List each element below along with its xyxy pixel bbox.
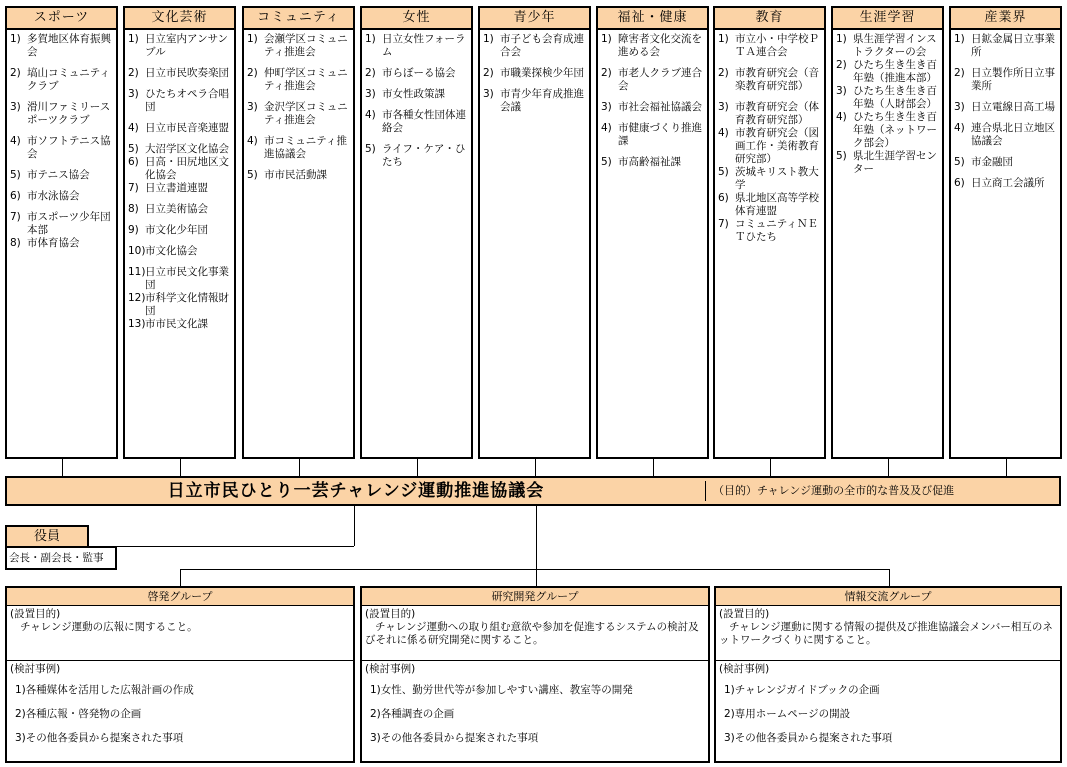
- list-item-number: 5): [601, 156, 612, 168]
- list-item: [247, 135, 350, 161]
- list-item-label: 市文化協会: [145, 245, 198, 257]
- list-item-number: 2): [601, 67, 612, 79]
- list-item-number: 5): [718, 166, 729, 178]
- list-item-label: 市女性政策課: [382, 88, 445, 100]
- list-item-label: 大沼学区文化協会: [145, 143, 229, 155]
- category-column: [478, 6, 591, 459]
- list-item-label: 市高齢福祉課: [618, 156, 681, 168]
- group-connector-v2: [536, 569, 537, 586]
- list-item-label: ひたち生き生き百年塾（推進本部）: [853, 59, 937, 84]
- group-box-awareness: [5, 586, 355, 763]
- list-item-number: 3): [836, 85, 847, 97]
- list-item-number: 5): [128, 143, 139, 155]
- category-column: [949, 6, 1062, 459]
- column-connector: [535, 459, 536, 476]
- list-item-label: 市文化少年団: [145, 224, 208, 236]
- list-item-label: 日立電線日高工場: [971, 101, 1055, 113]
- category-list: [362, 30, 471, 169]
- list-item: [10, 33, 113, 59]
- list-item: [10, 190, 113, 203]
- list-item-number: 6): [10, 190, 21, 202]
- list-item: [365, 67, 468, 80]
- list-item-number: 9): [128, 224, 139, 236]
- list-item-label: 日立女性フォーラム: [382, 33, 466, 58]
- example-item: 1)各種媒体を活用した広報計画の作成: [15, 684, 194, 696]
- list-item-number: 2): [954, 67, 965, 79]
- group-examples: [362, 661, 708, 745]
- list-item: [483, 88, 586, 114]
- list-item: [365, 33, 468, 59]
- list-item-number: 6): [954, 177, 965, 189]
- example-item: 3)その他各委員から提案された事項: [15, 732, 184, 744]
- list-item-number: 3): [483, 88, 494, 100]
- list-item-label: 市老人クラブ連合会: [618, 67, 702, 92]
- list-item-label: ひたちオペラ合唱団: [145, 88, 229, 113]
- list-item-label: 県北生涯学習センター: [853, 150, 937, 175]
- list-item: [10, 211, 113, 237]
- list-item-number: 2): [247, 67, 258, 79]
- list-item-number: 1): [954, 33, 965, 45]
- list-item-label: 連合県北日立地区協議会: [971, 122, 1055, 147]
- list-item: [10, 67, 113, 93]
- list-item: [10, 135, 113, 161]
- list-item: [247, 67, 350, 93]
- list-item: [128, 245, 231, 258]
- list-item-label: ひたち生き生き百年塾（人財部会）: [853, 85, 937, 110]
- purpose-label: (設置目的): [10, 608, 61, 620]
- list-item-label: 日立室内アンサンブル: [145, 33, 229, 58]
- list-item-label: 市各種女性団体連絡会: [382, 109, 466, 134]
- list-item: [718, 218, 821, 244]
- list-item-label: 市教育研究会（図画工作・美術教育研究部）: [735, 127, 819, 165]
- column-connector: [770, 459, 771, 476]
- examples-label: (検討事例): [719, 663, 770, 675]
- officer-connector-v: [354, 506, 355, 546]
- list-item-label: 市コミュニティ推進協議会: [264, 135, 347, 160]
- column-connector: [62, 459, 63, 476]
- list-item-number: 4): [836, 111, 847, 123]
- group-box-exchange: [714, 586, 1062, 763]
- category-column: [5, 6, 118, 459]
- list-item-number: 8): [128, 203, 139, 215]
- category-list: [7, 30, 116, 250]
- list-item-label: 塙山コミュニティクラブ: [27, 67, 110, 92]
- list-item-number: 4): [128, 122, 139, 134]
- list-item: [128, 156, 231, 182]
- category-column: [831, 6, 944, 459]
- purpose-text: チャレンジ運動に関する情報の提供及び推進協議会メンバー相互のネットワークづくりに関すること。: [719, 621, 1053, 646]
- list-item-number: 11): [128, 266, 146, 278]
- list-item-number: 8): [10, 237, 21, 249]
- list-item-label: 市子ども会育成連合会: [500, 33, 584, 58]
- list-item-number: 13): [128, 318, 146, 330]
- category-header: コミュニティ: [244, 8, 353, 30]
- list-item-label: 市健康づくり推進課: [618, 122, 702, 147]
- category-header: 女性: [362, 8, 471, 30]
- column-connector: [180, 459, 181, 476]
- list-item-number: 2): [10, 67, 21, 79]
- category-header: 生涯学習: [833, 8, 942, 30]
- list-item-label: 障害者文化交流を進める会: [618, 33, 702, 58]
- list-item-label: 多賀地区体育振興会: [27, 33, 111, 58]
- list-item: [128, 318, 231, 331]
- examples-label: (検討事例): [10, 663, 61, 675]
- category-header: スポーツ: [7, 8, 116, 30]
- list-item-label: 市金融団: [971, 156, 1013, 168]
- category-column: [360, 6, 473, 459]
- list-item: [10, 237, 113, 250]
- list-item-number: 5): [954, 156, 965, 168]
- example-item: 3)その他各委員から提案された事項: [724, 732, 893, 744]
- list-item: [718, 192, 821, 218]
- example-item: 2)各種広報・啓発物の企画: [15, 708, 142, 720]
- column-connector: [1006, 459, 1007, 476]
- list-item: [601, 156, 704, 169]
- list-item: [128, 203, 231, 216]
- list-item: [483, 33, 586, 59]
- category-header: 産業界: [951, 8, 1060, 30]
- category-list: [951, 30, 1060, 190]
- list-item-label: 県生涯学習インストラクターの会: [853, 33, 937, 58]
- list-item: [128, 266, 231, 292]
- purpose-label: (設置目的): [719, 608, 770, 620]
- main-council-bar: [5, 476, 1061, 506]
- group-header: 情報交流グループ: [716, 588, 1060, 606]
- category-header: 福祉・健康: [598, 8, 707, 30]
- list-item-number: 7): [128, 182, 139, 194]
- group-connector-h: [180, 569, 889, 570]
- list-item-label: 日立市民音楽連盟: [145, 122, 229, 134]
- list-item-number: 1): [128, 33, 139, 45]
- list-item-label: 金沢学区コミュニティ推進会: [264, 101, 348, 126]
- list-item-number: 7): [10, 211, 21, 223]
- category-column: [123, 6, 236, 459]
- category-list: [598, 30, 707, 169]
- list-item: [365, 88, 468, 101]
- list-item-label: 市体育協会: [27, 237, 80, 249]
- list-item: [128, 182, 231, 195]
- list-item: [601, 67, 704, 93]
- list-item-number: 4): [365, 109, 376, 121]
- list-item: [718, 101, 821, 127]
- group-connector-v3: [889, 569, 890, 586]
- main-divider: [705, 481, 706, 501]
- list-item-label: 市青少年育成推進会議: [500, 88, 584, 113]
- group-header: 啓発グループ: [7, 588, 353, 606]
- list-item: [10, 101, 113, 127]
- list-item-label: ひたち生き生き百年塾（ネットワーク部会）: [853, 111, 937, 149]
- category-column: [596, 6, 709, 459]
- list-item-label: 県北地区高等学校体育連盟: [735, 192, 819, 217]
- list-item-number: 3): [10, 101, 21, 113]
- list-item: [483, 67, 586, 80]
- list-item-number: 10): [128, 245, 146, 257]
- purpose-text: チャレンジ運動への取り組む意欲や参加を促進するシステムの検討及びそれに係る研究開発に関すること。: [365, 621, 699, 646]
- list-item: [718, 127, 821, 166]
- purpose-text: チャレンジ運動の広報に関すること。: [20, 621, 198, 633]
- list-item: [128, 292, 231, 318]
- list-item-number: 5): [365, 143, 376, 155]
- list-item: [128, 143, 231, 156]
- main-council-title: 日立市民ひとり一芸チャレンジ運動推進協議会: [167, 481, 545, 501]
- list-item: [365, 143, 468, 169]
- list-item: [836, 85, 939, 111]
- list-item-label: 市ソフトテニス協会: [27, 135, 111, 160]
- list-item-number: 1): [483, 33, 494, 45]
- category-header: 文化芸術: [125, 8, 234, 30]
- list-item-number: 3): [128, 88, 139, 100]
- list-item-number: 1): [365, 33, 376, 45]
- list-item: [128, 224, 231, 237]
- list-item: [601, 122, 704, 148]
- category-list: [715, 30, 824, 244]
- list-item: [247, 33, 350, 59]
- list-item-label: 日鉱金属日立事業所: [971, 33, 1055, 58]
- group-purpose: [716, 606, 1060, 661]
- officer-connector-h: [89, 546, 354, 547]
- list-item-number: 1): [601, 33, 612, 45]
- category-list: [833, 30, 942, 176]
- list-item-number: 5): [836, 150, 847, 162]
- example-item: 1)女性、勤労世代等が参加しやすい講座、教室等の開発: [370, 684, 633, 696]
- list-item-label: 日立美術協会: [145, 203, 208, 215]
- category-header: 青少年: [480, 8, 589, 30]
- list-item: [128, 122, 231, 135]
- list-item-number: 4): [601, 122, 612, 134]
- list-item-label: 市社会福祉協議会: [618, 101, 702, 113]
- list-item-number: 2): [836, 59, 847, 71]
- list-item-label: 市テニス協会: [27, 169, 90, 181]
- list-item-number: 6): [718, 192, 729, 204]
- list-item-label: 日高・田尻地区文化協会: [145, 156, 229, 181]
- list-item-label: 市立小・中学校ＰＴＡ連合会: [735, 33, 819, 58]
- list-item: [954, 101, 1057, 114]
- list-item-label: 市スポーツ少年団本部: [27, 211, 111, 236]
- list-item: [601, 101, 704, 114]
- list-item-number: 5): [247, 169, 258, 181]
- list-item: [10, 169, 113, 182]
- list-item: [954, 67, 1057, 93]
- example-item: 2)各種調査の企画: [370, 708, 455, 720]
- list-item-number: 3): [365, 88, 376, 100]
- list-item-label: 市教育研究会（体育教育研究部）: [735, 101, 819, 126]
- column-connector: [888, 459, 889, 476]
- list-item-label: 市らぼーる協会: [382, 67, 456, 79]
- list-item-number: 4): [10, 135, 21, 147]
- list-item-number: 3): [601, 101, 612, 113]
- list-item: [128, 33, 231, 59]
- category-list: [244, 30, 353, 182]
- example-item: 1)チャレンジガイドブックの企画: [724, 684, 880, 696]
- category-header: 教育: [715, 8, 824, 30]
- column-connector: [417, 459, 418, 476]
- list-item-number: 1): [247, 33, 258, 45]
- example-item: 3)その他各委員から提案された事項: [370, 732, 539, 744]
- list-item-number: 1): [836, 33, 847, 45]
- list-item-number: 2): [483, 67, 494, 79]
- list-item-number: 7): [718, 218, 729, 230]
- list-item-number: 4): [718, 127, 729, 139]
- officers-header: 役員: [5, 525, 89, 547]
- column-connector: [653, 459, 654, 476]
- list-item-label: 日立市民吹奏楽団: [145, 67, 229, 79]
- group-header: 研究開発グループ: [362, 588, 708, 606]
- list-item: [836, 111, 939, 150]
- list-item: [718, 67, 821, 93]
- list-item-label: 日立製作所日立事業所: [971, 67, 1055, 92]
- list-item: [247, 169, 350, 182]
- list-item: [954, 33, 1057, 59]
- list-item-number: 2): [128, 67, 139, 79]
- purpose-label: (設置目的): [365, 608, 416, 620]
- list-item: [247, 101, 350, 127]
- list-item-number: 3): [247, 101, 258, 113]
- list-item-label: 会瀬学区コミュニティ推進会: [264, 33, 348, 58]
- list-item-label: ライフ・ケア・ひたち: [382, 143, 466, 168]
- list-item-label: 市水泳協会: [27, 190, 80, 202]
- list-item-label: 仲町学区コミュニティ推進会: [264, 67, 348, 92]
- list-item: [718, 166, 821, 192]
- list-item-label: 市市民文化課: [145, 318, 208, 330]
- list-item-number: 3): [718, 101, 729, 113]
- list-item-label: 日立商工会議所: [971, 177, 1045, 189]
- category-column: [713, 6, 826, 459]
- examples-label: (検討事例): [365, 663, 416, 675]
- list-item-number: 1): [10, 33, 21, 45]
- list-item: [954, 122, 1057, 148]
- category-column: [242, 6, 355, 459]
- list-item: [365, 109, 468, 135]
- example-item: 2)専用ホームページの開設: [724, 708, 851, 720]
- group-examples: [7, 661, 353, 745]
- list-item-number: 3): [954, 101, 965, 113]
- list-item-number: 4): [954, 122, 965, 134]
- category-list: [480, 30, 589, 114]
- list-item-label: 市職業探検少年団: [500, 67, 584, 79]
- group-box-research: [360, 586, 710, 763]
- group-connector-v1: [180, 569, 181, 586]
- list-item-number: 4): [247, 135, 258, 147]
- list-item-label: 市市民活動課: [264, 169, 327, 181]
- list-item: [836, 59, 939, 85]
- main-council-purpose: （目的）チャレンジ運動の全市的な普及及び促進: [713, 484, 955, 497]
- list-item-number: 12): [128, 292, 146, 304]
- list-item-number: 1): [718, 33, 729, 45]
- list-item-number: 6): [128, 156, 139, 168]
- list-item: [836, 33, 939, 59]
- category-list: [125, 30, 234, 331]
- list-item: [954, 177, 1057, 190]
- list-item: [128, 88, 231, 114]
- list-item-label: コミュニティＮＥＴひたち: [735, 218, 818, 243]
- list-item: [601, 33, 704, 59]
- list-item-number: 2): [365, 67, 376, 79]
- column-connector: [299, 459, 300, 476]
- group-examples: [716, 661, 1060, 745]
- list-item-label: 日立書道連盟: [145, 182, 208, 194]
- list-item-number: 2): [718, 67, 729, 79]
- group-connector-trunk: [536, 506, 537, 569]
- list-item: [718, 33, 821, 59]
- list-item: [128, 67, 231, 80]
- list-item-label: 滑川ファミリースポーツクラブ: [27, 101, 111, 126]
- list-item: [836, 150, 939, 176]
- list-item-label: 茨城キリスト教大学: [735, 166, 819, 191]
- group-purpose: [7, 606, 353, 661]
- group-purpose: [362, 606, 708, 661]
- officers-members: 会長・副会長・監事: [5, 546, 117, 570]
- list-item-number: 5): [10, 169, 21, 181]
- list-item-label: 市教育研究会（音楽教育研究部）: [735, 67, 819, 92]
- list-item-label: 市科学文化情報財団: [145, 292, 229, 317]
- list-item: [954, 156, 1057, 169]
- list-item-label: 日立市民文化事業団: [145, 266, 229, 291]
